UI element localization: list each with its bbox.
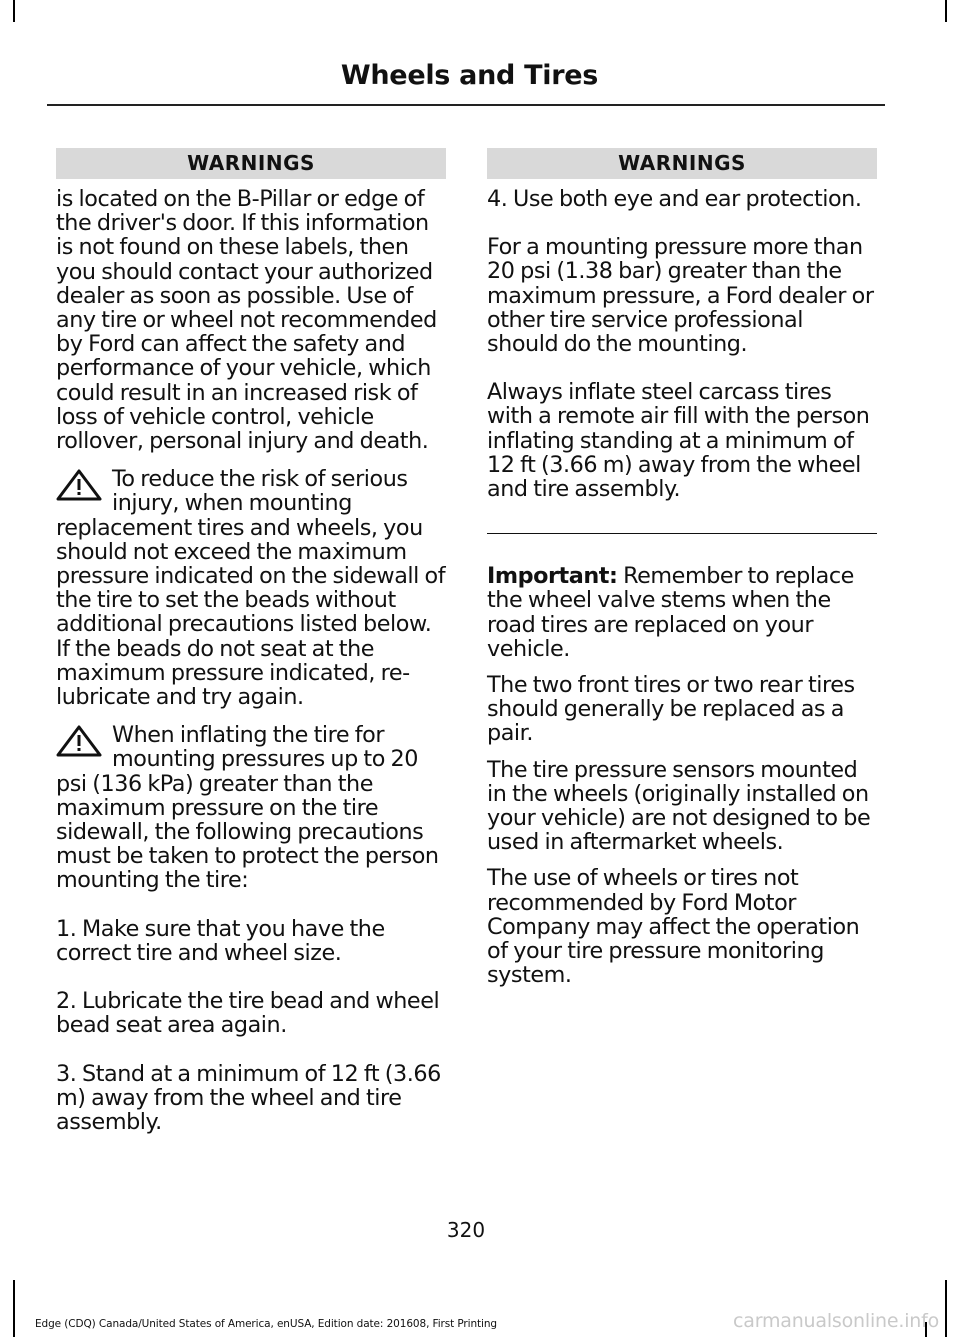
- step-2-text: 2. Lubricate the tire bead and wheel bead seat area again.: [56, 988, 440, 1039]
- step-1-text: 1. Make sure that you have the correct tire and wheel size.: [56, 915, 385, 966]
- header-rule: [47, 104, 885, 106]
- section-divider: [487, 533, 877, 534]
- warning-triangle-icon: [56, 725, 102, 757]
- steel-carcass-text: Always inflate steel carcass tires with a remote air fill with the person inflating standing at a minimum of 12 ft (3.66 m) away from the wheel and tire assembly.: [487, 379, 870, 503]
- pair-replacement-text: The two front tires or two rear tires should generally be replaced as a pair.: [487, 672, 855, 747]
- warnings-heading: WARNINGS: [56, 148, 446, 179]
- warning-triangle-icon: [56, 469, 102, 501]
- crop-mark-top-left: [13, 0, 15, 22]
- monitoring-system-text: The use of wheels or tires not recommended by Ford Motor Company may affect the operation of your tire pressure monitoring system.: [487, 865, 860, 989]
- step-4-text: 4. Use both eye and ear protection.: [487, 186, 862, 212]
- watermark: carmanualsonline.info: [733, 1310, 940, 1332]
- section-title: Wheels and Tires: [340, 60, 598, 91]
- warning-block-2: [56, 723, 446, 892]
- left-column: [56, 148, 446, 1134]
- crop-mark-bottom-left: [13, 1280, 15, 1337]
- important-label: Important:: [487, 563, 618, 590]
- page-number: 320: [446, 1218, 486, 1242]
- warning-text-2: When inflating the tire for mounting pressures up to 20 psi (136 kPa) greater than the maximum pressure on the tire sidewall, the following precautions must be taken to protect the person mounting the tire:: [56, 722, 439, 894]
- right-column: [487, 148, 877, 987]
- crop-mark-bottom-right: [945, 1280, 947, 1337]
- crop-mark-top-right: [945, 0, 947, 22]
- warning-intro-text: is located on the B-Pillar or edge of the driver's door. If this information is not found on these labels, then you should contact your authorized dealer as soon as possible. Use of any tire or wheel not recommended by Ford can affect the safety and performance of your vehicle, which could result in an increased risk of loss of vehicle control, vehicle rollover, personal injury and death.: [56, 186, 437, 455]
- pressure-sensors-text: The tire pressure sensors mounted in the wheels (originally installed on your vehicle) are not designed to be used in aftermarket wheels.: [487, 756, 871, 856]
- warning-text-1: To reduce the risk of serious injury, when mounting replacement tires and wheels, you should not exceed the maximum pressure indicated on the sidewall of the tire to set the beads without additional precautions listed below. If the beads do not seat at the maximum pressure indicated, re-lubricate and try again.: [56, 466, 446, 711]
- edition-footer: Edge (CDQ) Canada/United States of America, enUSA, Edition date: 201608, First Printing: [35, 1318, 497, 1330]
- warning-block-1: [56, 467, 446, 709]
- warnings-heading-continued: WARNINGS: [487, 148, 877, 179]
- step-3-text: 3. Stand at a minimum of 12 ft (3.66 m) away from the wheel and tire assembly.: [56, 1060, 441, 1135]
- mounting-pressure-text: For a mounting pressure more than 20 psi (1.38 bar) greater than the maximum pressure, a Ford dealer or other tire service professional should do the mounting.: [487, 234, 874, 358]
- important-text: Remember to replace the wheel valve stems when the road tires are replaced on your vehicle.: [487, 563, 854, 662]
- important-note: [487, 564, 877, 661]
